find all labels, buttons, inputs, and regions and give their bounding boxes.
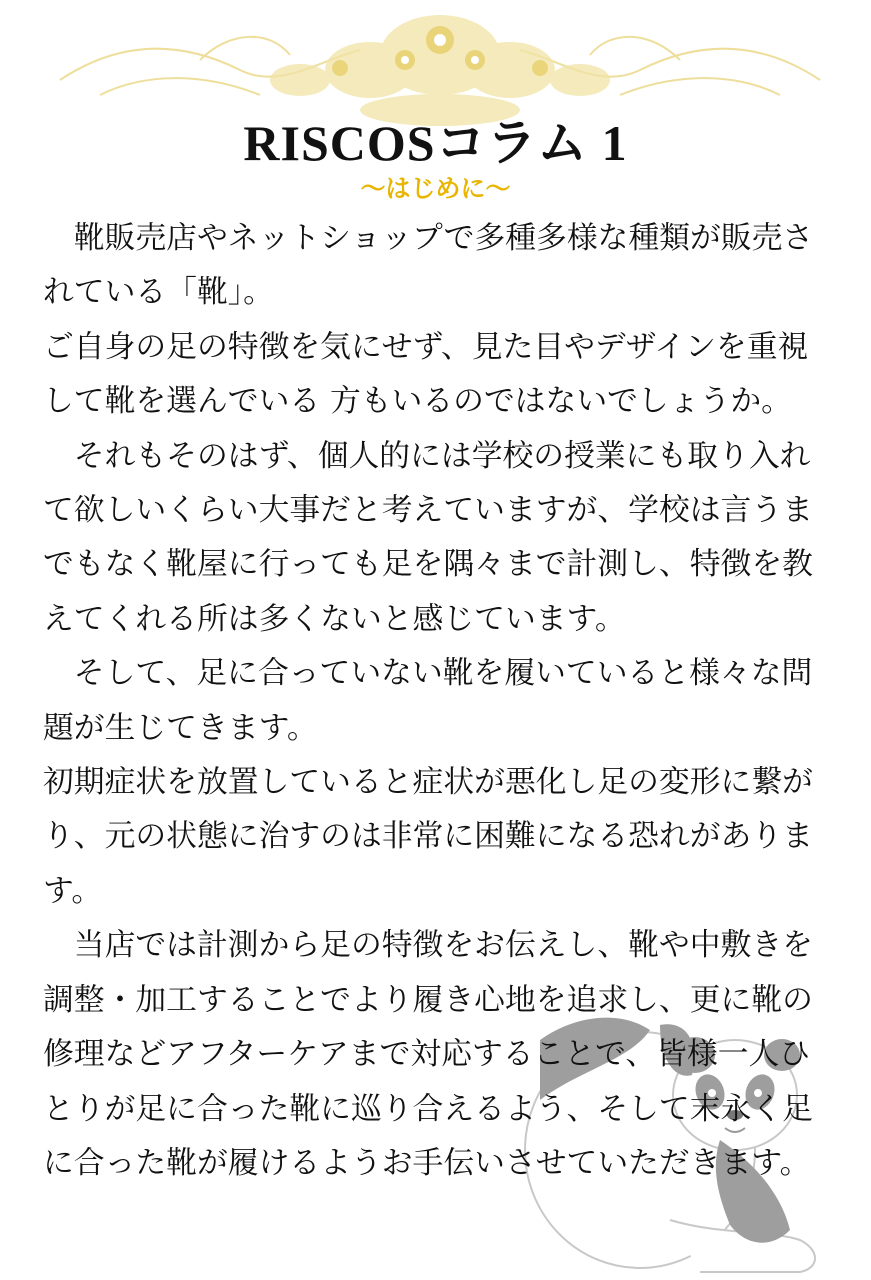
paragraph-2: ご自身の足の特徴を気にせず、見た目やデザインを重視して靴を選んでいる 方もいるのではないでしょうか。: [43, 328, 809, 420]
page-title: RISCOSコラム 1: [243, 115, 628, 171]
paragraph-4: そして、足に合っていない靴を履いていると様々な問題が生じてきます。: [43, 655, 813, 746]
page-subtitle: ～はじめに～: [360, 174, 511, 203]
paragraph-1: 靴販売店やネットショップで多種多様な種類が販売されている「靴」。: [43, 220, 814, 311]
article-body: [43, 211, 833, 1190]
paragraph-6: 当店では計測から足の特徴をお伝えし、靴や中敷きを調整・加工することでより履き心地を追求し、更に靴の修理などアフターケアまで対応することで、皆様一人ひとりが足に合った靴に巡り合えるよう、そして末永く足に合った靴が履けるようお手伝いさせていただきます。: [43, 927, 813, 1181]
paragraph-5: 初期症状を放置していると症状が悪化し足の変形に繋がり、元の状態に治すのは非常に困難になる恐れがあります。: [43, 764, 813, 909]
paragraph-3: それもそのはず、個人的には学校の授業にも取り入れて欲しいくらい大事だと考えていますが、学校は言うまでもなく靴屋に行っても足を隅々まで計測し、特徴を教えてくれる所は多くないと感じています。: [43, 437, 813, 637]
